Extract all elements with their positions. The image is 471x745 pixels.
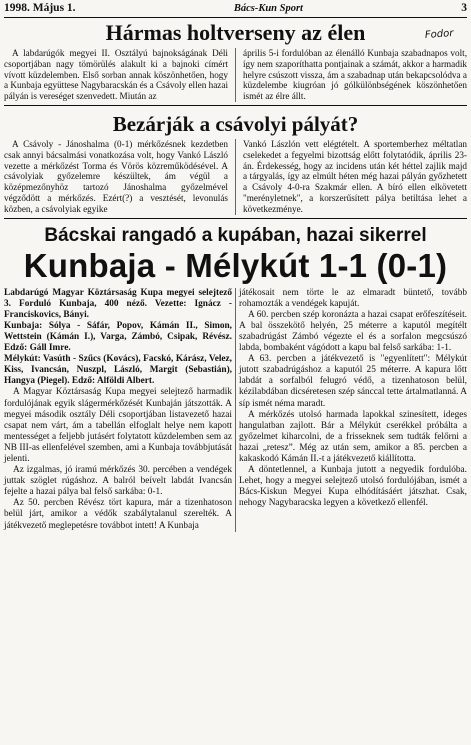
article3-paragraph: Az izgalmas, jó iramú mérkőzés 30. percében a vendégek juttak szöglet rúgáshoz. A balról beívelt labdát Ivancsán fejelte a hazai pálya bal felső sarkába: 0-1. <box>4 465 232 498</box>
article1-col-left <box>4 48 228 102</box>
column-divider <box>235 288 236 532</box>
issue-date: 1998. Május 1. <box>4 2 76 14</box>
article2-col-right <box>243 139 467 215</box>
article2-body <box>4 139 467 215</box>
page-header <box>4 0 467 17</box>
article3-paragraph: Az 50. percben Révész tört kapura, már a tizenhatoson belül járt, amikor a védők szabálytalanul szerelték. A játékvezető meglepetésre továbbot intett! A Kunbaja <box>4 498 232 531</box>
article1-rule <box>4 105 467 106</box>
article1-signature: Fodor <box>424 28 454 41</box>
article1-body <box>4 48 467 102</box>
article2-text-right: Vankó Lászlón vett elégtételt. A sportemberhez méltatlan cselekedet a fegyelmi bizottság előtt folytatódik, április 23-án. Érdekesség, hogy az incidens után két héttel zajlik majd a tárgyalás, így az elmúlt héten még hazai pályán győzhetett a Csávoly 4-0-ra Szakmár ellen. A bíró ellen elkövetett "merényletnek", a korszerűsített pálya betiltása lehet a következménye. <box>243 138 467 214</box>
article2-col-left <box>4 139 228 215</box>
header-rule <box>4 17 467 18</box>
article1-title: Hármas holtverseny az élen <box>105 20 366 45</box>
article2-title: Bezárják a csávolyi pályát? <box>112 111 359 136</box>
article3-kicker: Bácskai rangadó a kupában, hazai sikerrel <box>44 224 427 246</box>
article3-paragraph: Mélykút: Vasúth - Szűcs (Kovács), Facskó, Kárász, Velez, Kiss, Ivancsán, Nuszpl, László, Margit (Sebastián), Hangya (Piegel). Edző: Alföldi Albert. <box>4 354 232 387</box>
article3-paragraph: A döntetlennel, a Kunbaja jutott a negyedik fordulóba. Lehet, hogy a megyei selejtező utolsó fordulójában, ismét a Bács-Kiskun Megyei Kupa elhódításáért játszhat. Csak, nehogy Nagybaracska legyen a következő ellenfél. <box>239 465 467 509</box>
column-divider <box>235 48 236 102</box>
article3-paragraph: A 60. percben szép koronázta a hazai csapat erőfeszítéseit. A bal összekötő helyén, 25 méterre a kaputól megítélt szabadrúgást Zámbó végezte el és a sorfalon megcsúszó labda, bombaként vágódott a kapu bal felső sarkába: 1-1. <box>239 309 467 354</box>
article2-rule <box>4 218 467 219</box>
article3-paragraph: játékosait nem törte le az elmaradt büntető, tovább rohamozták a vendégek kapuját. <box>239 287 467 309</box>
article1-text-right: április 5-i fordulóban az élenálló Kunbaja szabadnapos volt, így nem szaporíthatta pontjainak a számát, akkor a harmadik helyre csúszott vissza, ám a szabadnap után bekapcsolódva a küzdelembe kiugróan jó gólkülönbségének köszönhetően ismét az élre állt. <box>243 48 467 102</box>
article3-body <box>4 288 467 532</box>
article3-title: Kunbaja - Mélykút 1-1 (0-1) <box>23 246 448 284</box>
publication-name: Bács-Kun Sport <box>233 3 303 14</box>
article3-paragraph: A mérkőzés utolsó harmada lapokkal szinesített, ideges hangulatban zajlott. Bár a Mélykút cserékkel próbálta a győzelmet kiharcolni, de a frisseknek sem tudták felőrni a hazai „retesz”. Még az után sem, amikor a 85. percben a kakaskodó Kámán II.-t a játékvezető kiállította. <box>239 409 467 464</box>
article3-paragraph: A Magyar Köztársaság Kupa megyei selejtező harmadik fordulójának egyik slágermérkőzését Kunbaján játszották. A megyei második osztály Déli csoportjában listavezető hazai csapat nem várt, ám a tabellán elfoglalt helye nem kapott mentességet a feljebb jutásért folytatott küzdelemben sem az NB III-as ellenfelével szemben, ami a Kunbaja továbbjutását jelenti. <box>4 387 232 464</box>
article3-paragraph: Labdarúgó Magyar Köztársaság Kupa megyei selejtező 3. Forduló Kunbaja, 400 néző. Vezette: Ignácz - Franciskovics, Bányi. <box>4 287 232 320</box>
page-number: 3 <box>461 2 467 14</box>
article2-text-left: A Csávoly - Jánoshalma (0-1) mérkőzésnek kezdetben csak annyi bácsalmási vonatkozása volt, hogy Vankó László vezette a mérkőzést Torma és Vörös közreműködésével. A csávolyiak győzelemre készültek, ám végül a középmezőnyhöz tartozó Jánoshalma győzelmével végződött a mérkőzés. Ezért(?) a vesztését, levonulás közben, a csávolyiak egyike <box>4 138 228 214</box>
article1-text-left: A labdarúgók megyei II. Osztályú bajnokságának Déli csoportjában nagy tömörülés alakult ki a bajnoki címért vívott küzdelemben. Első sorban annak köszönhetően, hogy a Kunbaja együttese Nagybaracskán és a Csávoly ellen hazai pályán is vereséget szenvedett. Miután az <box>4 48 228 102</box>
article1-col-right <box>243 48 467 102</box>
article3-paragraph: Kunbaja: Sólya - Sáfár, Popov, Kámán II., Simon, Wettstein (Kámán I.), Varga, Zámbó, Csipak, Révész. Edző: Gáll Imre. <box>4 320 232 354</box>
article1-title-wrap <box>4 21 467 45</box>
article3-col-right <box>239 288 467 532</box>
column-divider <box>235 139 236 215</box>
article3-col-left <box>4 288 232 532</box>
article3-paragraph: A 63. percben a játékvezető is "egyenlített": Mélykút jutott szabadrúgáshoz a kaputól 25 méterre. A kapura lőtt labdát a sorfalból felugró védő, a tizenhatoson belül, kézilabdában dicséretesen szép sánccal tette ártalmatlanná. A síp ismét néma maradt. <box>239 354 467 409</box>
